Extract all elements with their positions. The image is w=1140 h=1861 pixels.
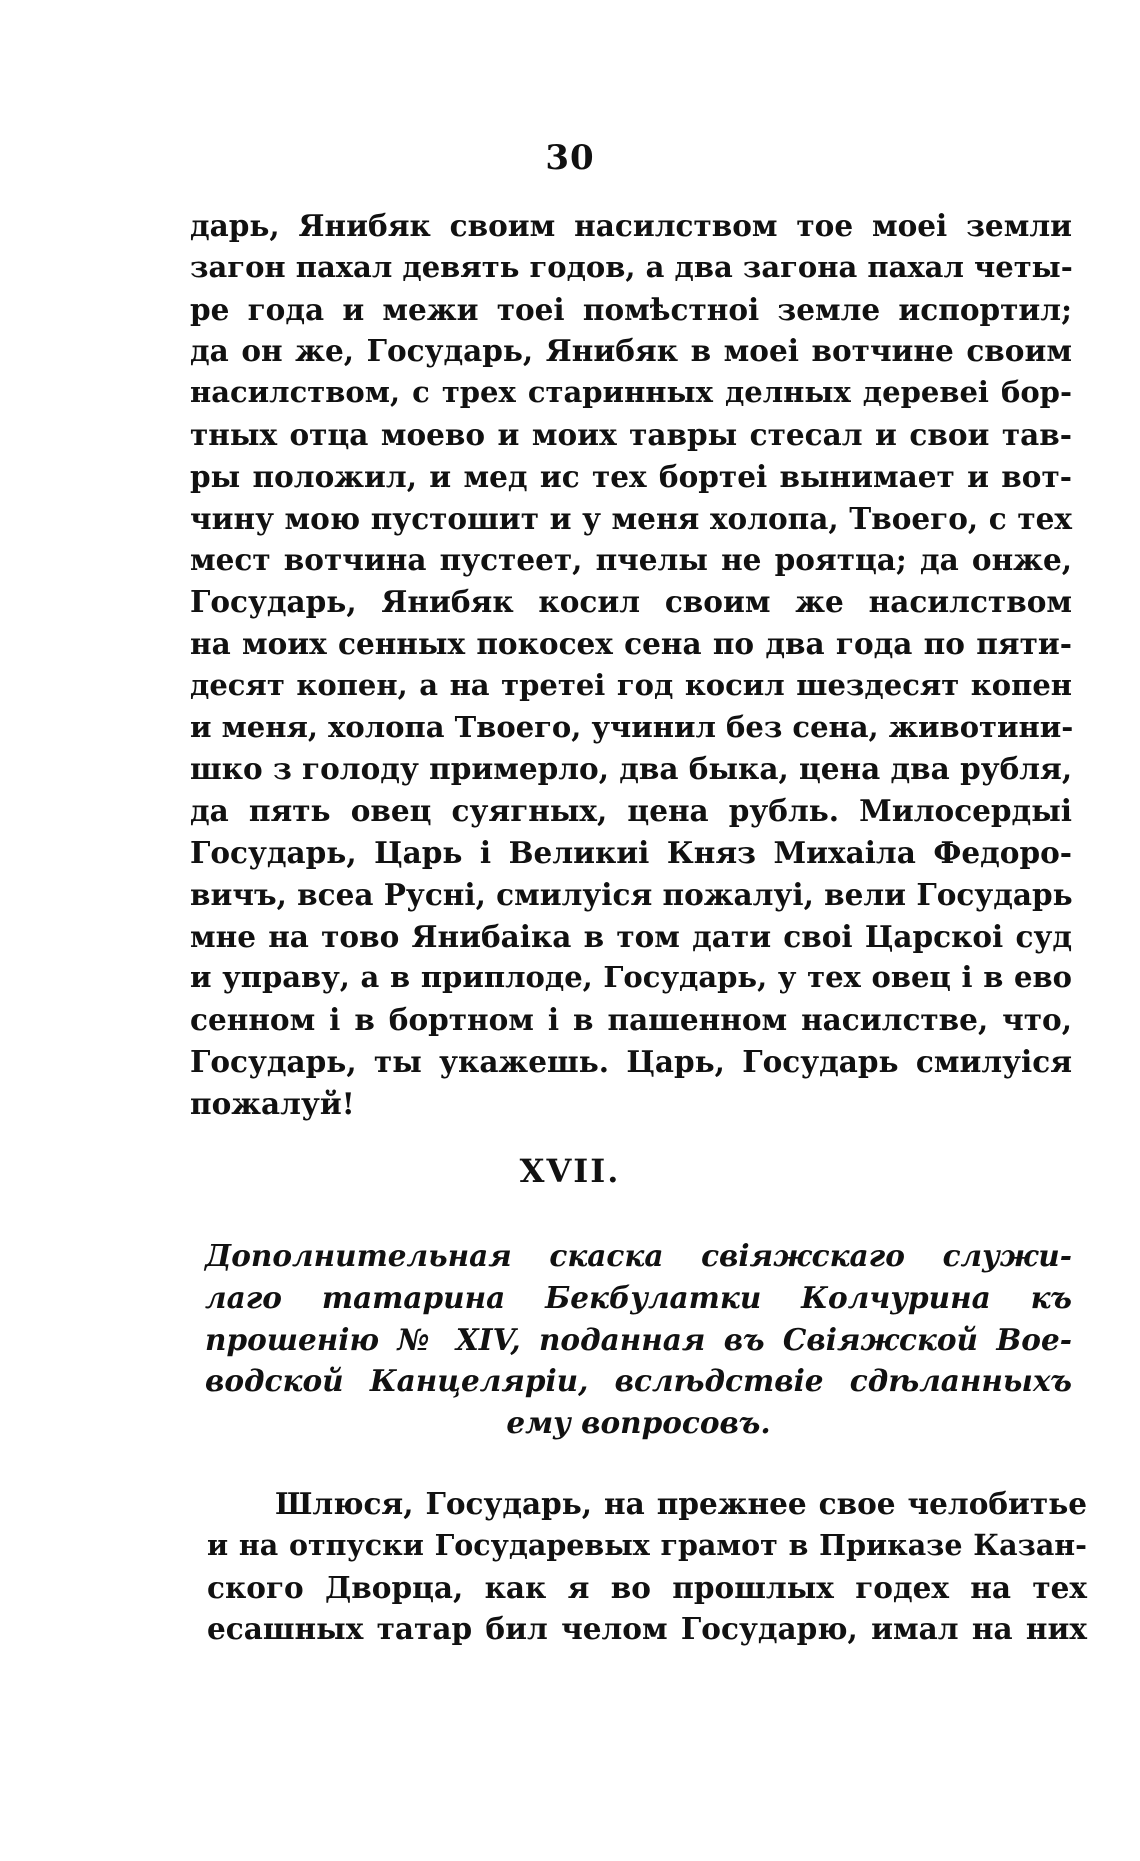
heading-line: ему вопросовъ. bbox=[506, 1405, 771, 1441]
text-line: ре года и межи тоеі помѣстноі земле испортил; bbox=[190, 291, 1072, 327]
text-line: Государь, ты укажешь. Царь, Государь смилуіся bbox=[190, 1043, 1072, 1079]
section-numeral: XVII. bbox=[519, 1152, 621, 1190]
text-line: есашных татар бил челом Государю, имал на них bbox=[207, 1611, 1087, 1647]
text-line: вичъ, всеа Русні, смилуіся пожалуі, вели Государь bbox=[190, 876, 1073, 912]
heading-line: лаго татарина Бекбулатки Колчурина къ bbox=[205, 1279, 1072, 1315]
text-line: мне на тово Янибаіка в том дати своі Царскоі суд bbox=[190, 918, 1072, 954]
text-line: да пять овец суягных, цена рубль. Милосердыі bbox=[190, 793, 1072, 829]
section-heading bbox=[205, 1235, 1072, 1444]
text-line: да он же, Государь, Янибяк в моеі вотчине своим bbox=[190, 333, 1072, 369]
text-line: чину мою пустошит и у меня холопа, Твоего, с тех bbox=[190, 500, 1072, 536]
paragraph-petition bbox=[190, 205, 1072, 1125]
heading-line: прошенію № XIV, поданная въ Свіяжской Вое- bbox=[205, 1321, 1072, 1357]
paragraph-testimony bbox=[207, 1483, 1087, 1650]
text-line: дарь, Янибяк своим насилством тое моеі земли bbox=[190, 208, 1072, 243]
heading-line: водской Канцеляріи, вслѣдствіе сдѣланныхъ bbox=[205, 1363, 1072, 1399]
text-line: сенном і в бортном і в пашенном насилстве, что, bbox=[190, 1002, 1072, 1038]
text-line: Шлюся, Государь, на прежнее свое челобитье bbox=[275, 1486, 1087, 1521]
text-line: шко з голоду примерло, два быка, цена два рубля, bbox=[190, 751, 1073, 787]
text-line: ры положил, и мед ис тех бортеі вынимает и вот- bbox=[190, 458, 1072, 494]
text-line: и меня, холопа Твоего, учинил без сена, животини- bbox=[190, 709, 1074, 744]
text-line: загон пахал девять годов, а два загона пахал четы- bbox=[190, 249, 1073, 284]
text-line: ского Дворца, как я во прошлых годех на тех bbox=[207, 1569, 1087, 1605]
text-line: на моих сенных покосех сена по два года по пяти- bbox=[190, 625, 1072, 661]
text-line: тных отца моево и моих тавры стесал и свои тав- bbox=[190, 416, 1072, 452]
text-line: насилством, с трех старинных делных деревеі бор- bbox=[190, 375, 1072, 410]
text-line: Государь, Царь і Великиі Княз Михаіла Федоро- bbox=[190, 834, 1072, 870]
heading-line: Дополнительная скаска свіяжскаго служи- bbox=[205, 1238, 1072, 1273]
text-line: и на отпуски Государевых грамот в Приказе Казан- bbox=[207, 1527, 1087, 1562]
text-line: десят копен, а на третеі год косил шездесят копен bbox=[190, 667, 1072, 702]
text-line: Государь, Янибяк косил своим же насилством bbox=[190, 584, 1072, 620]
text-line: и управу, а в приплоде, Государь, у тех овец і в ево bbox=[190, 960, 1072, 995]
text-line: пожалуй! bbox=[190, 1085, 355, 1121]
page-number: 30 bbox=[545, 138, 595, 178]
text-line: мест вотчина пустеет, пчелы не роятца; да онже, bbox=[190, 542, 1072, 578]
